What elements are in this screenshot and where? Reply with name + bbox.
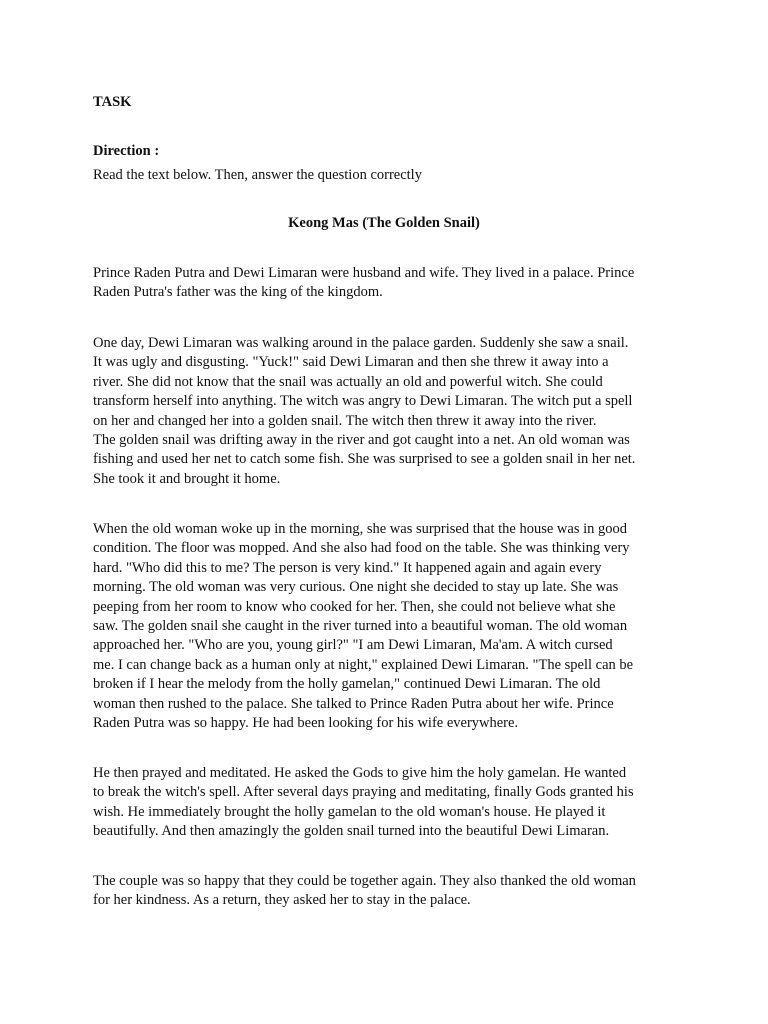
story-paragraph-1: Prince Raden Putra and Dewi Limaran were husband and wife. They lived in a palace. Prince Raden Putra's father was the king of the kingdom.: [93, 265, 635, 301]
direction-text: Read the text below. Then, answer the question correctly: [93, 167, 422, 183]
story-title: Keong Mas (The Golden Snail): [288, 215, 480, 231]
story-paragraph-3: When the old woman woke up in the morning, she was surprised that the house was in good condition. The floor was mopped. And she also had food on the table. She was thinking very hard. "Who did this to me? The person is very kind." It happened again and again every morning. The old woman was very curious. One night she decided to stay up late. She was peeping from her room to know who cooked for her. Then, she could not believe what she saw. The golden snail she caught in the river turned into a beautiful woman. The old woman approached her. "Who are you, young girl?" "I am Dewi Limaran, Ma'am. A witch cursed me. I can change back as a human only at night," explained Dewi Limaran. "The spell can be broken if I hear the melody from the holly gamelan," continued Dewi Limaran. The old woman then rushed to the palace. She talked to Prince Raden Putra about her wife. Prince Raden Putra was so happy. He had been looking for his wife everywhere.: [93, 521, 634, 732]
task-heading: TASK: [93, 94, 132, 110]
story-paragraph-4: He then prayed and meditated. He asked the Gods to give him the holy gamelan. He wanted to break the witch's spell. After several days praying and meditating, finally Gods granted his wish. He immediately brought the holly gamelan to the old woman's house. He played it beautifully. And then amazingly the golden snail turned into the beautiful Dewi Limaran.: [93, 765, 634, 840]
story-paragraph-2: One day, Dewi Limaran was walking around in the palace garden. Suddenly she saw a snail. It was ugly and disgusting. "Yuck!" said Dewi Limaran and then she threw it away into a river. She did not know that the snail was actually an old and powerful witch. She could transform herself into anything. The witch was angry to Dewi Limaran. The witch put a spell on her and changed her into a golden snail. The witch then threw it away into the river. The golden snail was drifting away in the river and got caught into a net. An old woman was fishing and used her net to catch some fish. She was surprised to see a golden snail in her net. She took it and brought it home.: [93, 335, 636, 487]
direction-label: Direction :: [93, 143, 160, 159]
story-paragraph-5: The couple was so happy that they could be together again. They also thanked the old woman for her kindness. As a return, they asked her to stay in the palace.: [93, 873, 636, 909]
